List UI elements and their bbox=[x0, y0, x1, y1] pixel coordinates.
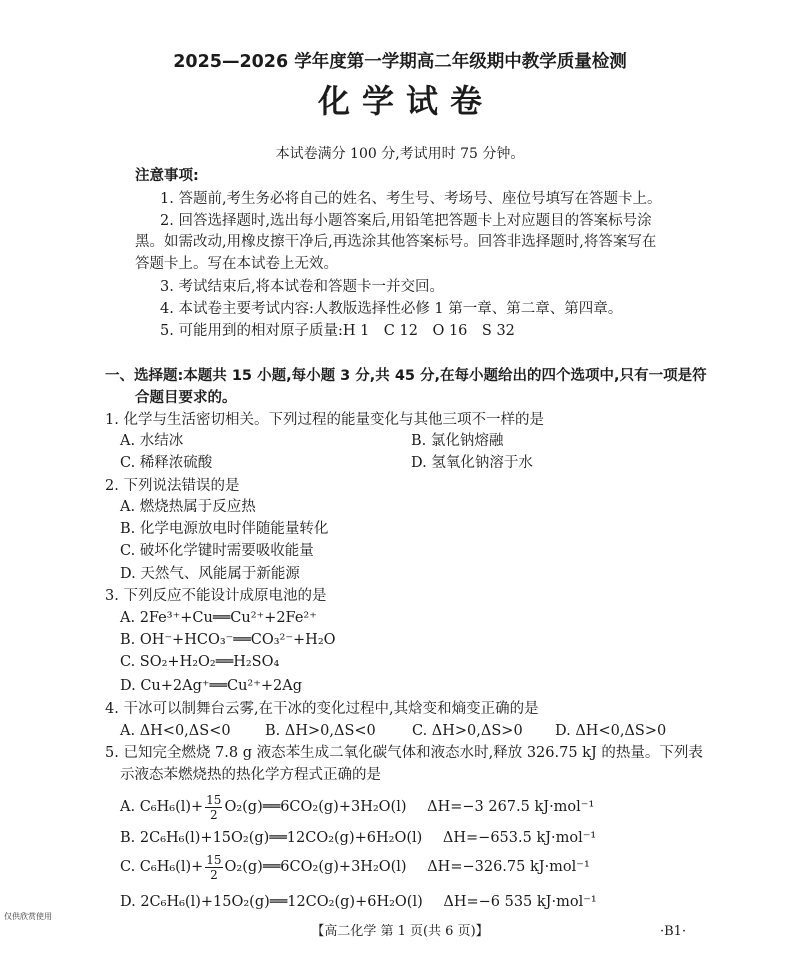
equation-part: C₆H₆(l)+ bbox=[139, 799, 204, 815]
fraction-numerator: 15 bbox=[206, 792, 222, 807]
question-4-option-a: A. ΔH<0,ΔS<0 bbox=[120, 723, 231, 739]
question-5-option-b bbox=[120, 827, 596, 849]
question-3-option-c: C. SO₂+H₂O₂══H₂SO₄ bbox=[120, 654, 280, 670]
question-5-option-c bbox=[120, 849, 590, 885]
question-4-stem: 4. 干冰可以制舞台云雾,在干冰的变化过程中,其焓变和熵变正确的是 bbox=[105, 701, 539, 717]
question-1-option-d: D. 氢氧化钠溶于水 bbox=[411, 455, 533, 471]
note-item-2-line-1: 2. 回答选择题时,选出每小题答案后,用铅笔把答题卡上对应题目的答案标号涂 bbox=[160, 213, 652, 229]
note-item-2-line-3: 答题卡上。写在本试卷上无效。 bbox=[135, 256, 338, 272]
paper-code: ·B1· bbox=[660, 924, 687, 939]
notes-heading: 注意事项: bbox=[135, 168, 199, 184]
note-item-5: 5. 可能用到的相对原子质量:H 1 C 12 O 16 S 32 bbox=[160, 323, 515, 339]
question-2-option-d: D. 天然气、风能属于新能源 bbox=[120, 566, 300, 582]
question-1-option-c: C. 稀释浓硫酸 bbox=[120, 455, 213, 471]
question-2-stem: 2. 下列说法错误的是 bbox=[105, 478, 240, 494]
exam-title: 2025—2026 学年度第一学期高二年级期中教学质量检测 bbox=[173, 52, 627, 72]
question-3-option-a: A. 2Fe³⁺+Cu══Cu²⁺+2Fe²⁺ bbox=[120, 610, 317, 626]
fraction-numerator: 15 bbox=[206, 852, 222, 867]
enthalpy-change: ΔH=−3 267.5 kJ·mol⁻¹ bbox=[427, 799, 595, 815]
question-4-option-b: B. ΔH>0,ΔS<0 bbox=[265, 723, 376, 739]
option-label: C. bbox=[120, 859, 136, 875]
equation-part: C₆H₆(l)+ bbox=[139, 859, 204, 875]
option-label: D. bbox=[120, 894, 136, 910]
question-2-option-c: C. 破坏化学键时需要吸收能量 bbox=[120, 543, 314, 559]
fraction bbox=[205, 853, 222, 882]
question-1-option-b: B. 氯化钠熔融 bbox=[411, 433, 504, 449]
question-3-option-b: B. OH⁻+HCO₃⁻══CO₃²⁻+H₂O bbox=[120, 632, 336, 648]
option-label: B. bbox=[120, 830, 136, 846]
question-3-option-d: D. Cu+2Ag⁺══Cu²⁺+2Ag bbox=[120, 678, 303, 694]
enthalpy-change: ΔH=−326.75 kJ·mol⁻¹ bbox=[427, 859, 590, 875]
fraction-denominator: 2 bbox=[209, 807, 218, 822]
enthalpy-change: ΔH=−653.5 kJ·mol⁻¹ bbox=[442, 830, 597, 846]
question-1-option-a: A. 水结冰 bbox=[120, 433, 184, 449]
equation: 2C₆H₆(l)+15O₂(g)══12CO₂(g)+6H₂O(l) bbox=[140, 894, 423, 910]
question-5-option-a bbox=[120, 789, 594, 825]
question-3-stem: 3. 下列反应不能设计成原电池的是 bbox=[105, 588, 327, 604]
equation: 2C₆H₆(l)+15O₂(g)══12CO₂(g)+6H₂O(l) bbox=[139, 830, 423, 846]
fraction-denominator: 2 bbox=[210, 867, 218, 882]
question-2-option-b: B. 化学电源放电时伴随能量转化 bbox=[120, 521, 329, 537]
equation-part: O₂(g)══6CO₂(g)+3H₂O(l) bbox=[224, 799, 407, 815]
question-5-option-d bbox=[120, 891, 597, 913]
note-item-1: 1. 答题前,考生务必将自己的姓名、考生号、考场号、座位号填写在答题卡上。 bbox=[160, 191, 662, 207]
question-5-stem-line-2: 示液态苯燃烧热的热化学方程式正确的是 bbox=[120, 767, 381, 783]
section-heading-line-2: 合题目要求的。 bbox=[135, 390, 237, 406]
question-2-option-a: A. 燃烧热属于反应热 bbox=[120, 499, 256, 515]
option-label: A. bbox=[120, 799, 136, 815]
exam-subject-title: 化学试卷 bbox=[317, 82, 494, 120]
exam-info: 本试卷满分 100 分,考试用时 75 分钟。 bbox=[275, 146, 525, 162]
equation-part: O₂(g)══6CO₂(g)+3H₂O(l) bbox=[224, 859, 407, 875]
section-heading-line-1: 一、选择题:本题共 15 小题,每小题 3 分,共 45 分,在每小题给出的四个选项中,只有一项是符 bbox=[105, 368, 707, 384]
page-footer: 【高二化学 第 1 页(共 6 页)】 bbox=[311, 924, 489, 939]
note-item-2-line-2: 黑。如需改动,用橡皮擦干净后,再选涂其他答案标号。回答非选择题时,将答案写在 bbox=[135, 234, 657, 250]
watermark-text: 仅供欣赏使用 bbox=[4, 912, 52, 921]
question-4-option-d: D. ΔH<0,ΔS>0 bbox=[555, 723, 667, 739]
note-item-3: 3. 考试结束后,将本试卷和答题卡一并交回。 bbox=[160, 279, 445, 295]
fraction bbox=[205, 793, 222, 822]
question-5-stem-line-1: 5. 已知完全燃烧 7.8 g 液态苯生成二氧化碳气体和液态水时,释放 326.75 kJ 的热量。下列表 bbox=[105, 745, 703, 761]
question-4-option-c: C. ΔH>0,ΔS>0 bbox=[412, 723, 523, 739]
question-1-stem: 1. 化学与生活密切相关。下列过程的能量变化与其他三项不一样的是 bbox=[105, 412, 544, 428]
note-item-4: 4. 本试卷主要考试内容:人教版选择性必修 1 第一章、第二章、第四章。 bbox=[160, 301, 623, 317]
enthalpy-change: ΔH=−6 535 kJ·mol⁻¹ bbox=[443, 894, 597, 910]
